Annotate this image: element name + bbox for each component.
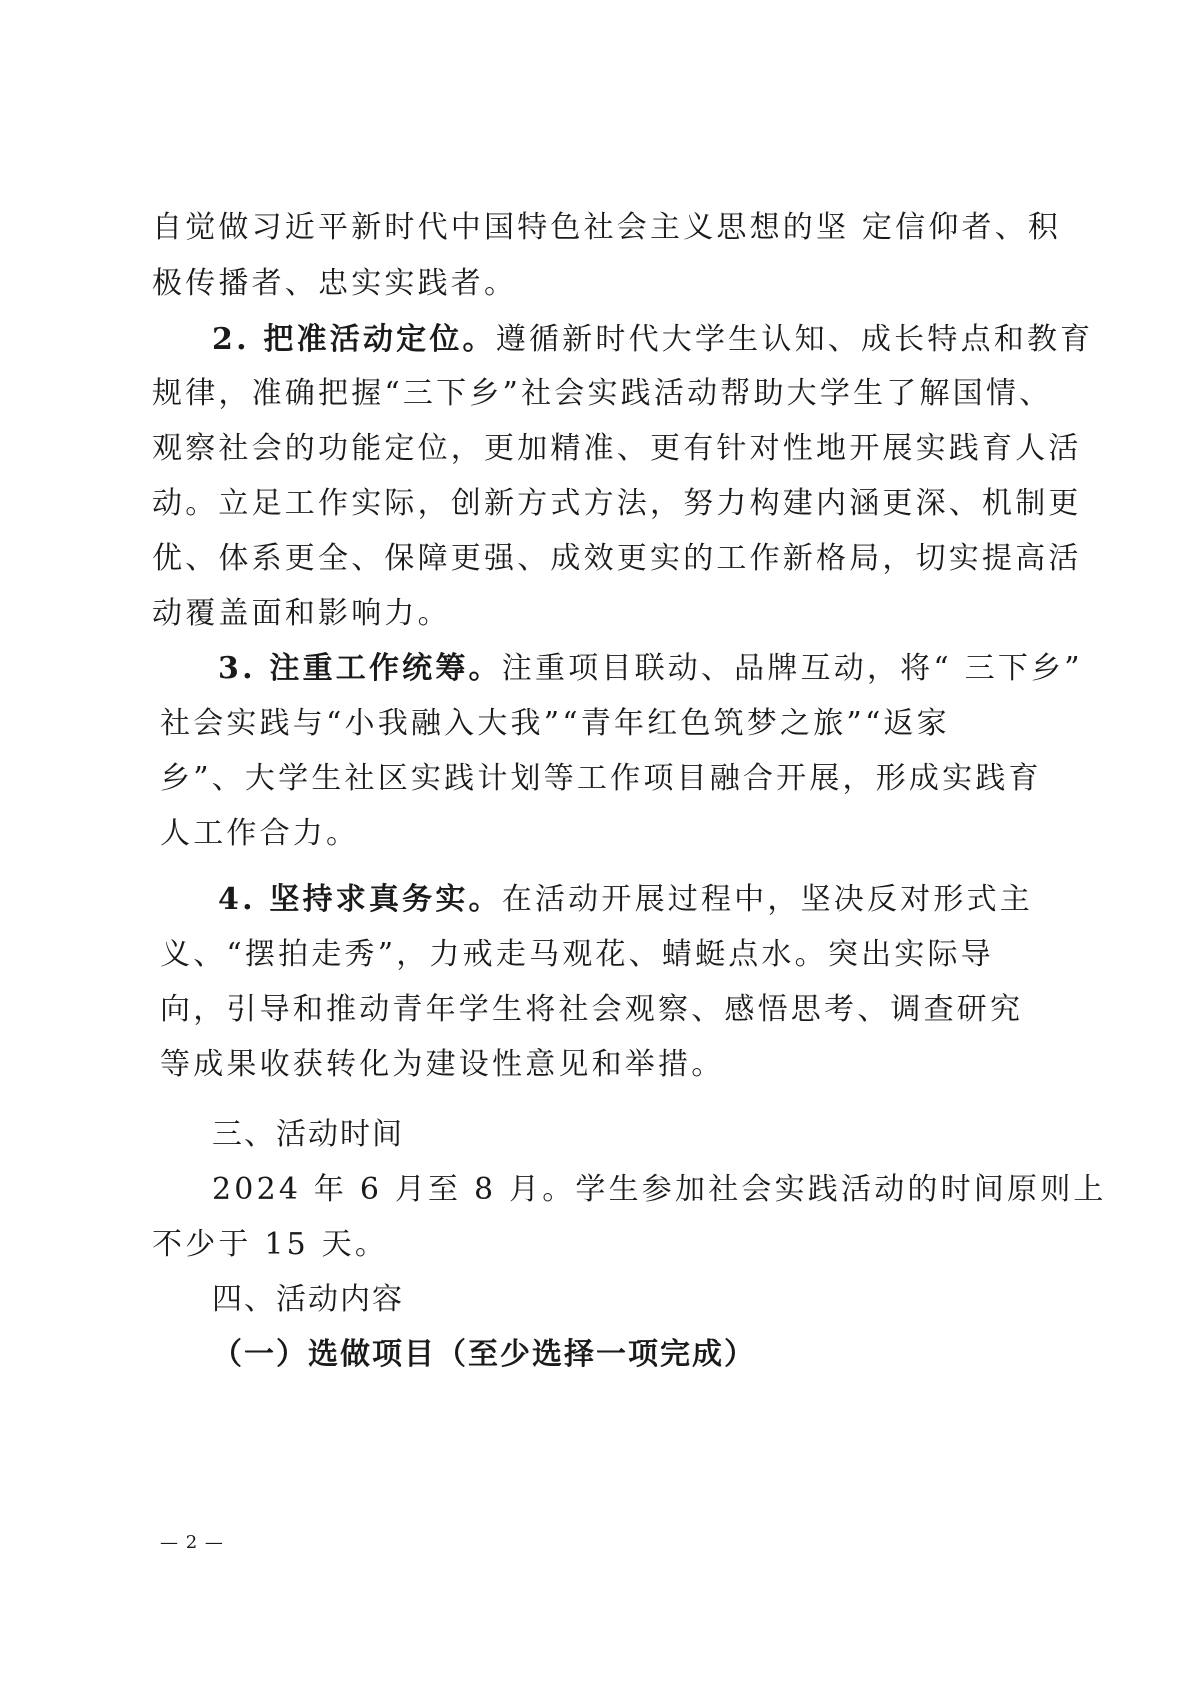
section-heading: 四、活动内容 [212, 1282, 404, 1317]
paragraph-line: 规律，准确把握“三下乡”社会实践活动帮助大学生了解国情、 [152, 376, 1053, 411]
paragraph-first-line [218, 880, 1033, 920]
paragraph-line: 动。立足工作实际，创新方式方法，努力构建内涵更深、机制更 [152, 486, 1082, 521]
paragraph-line: 极传播者、忠实实践者。 [152, 266, 518, 301]
paragraph-line: 自觉做习近平新时代中国特色社会主义思想的坚 定信仰者、积 [152, 210, 1062, 245]
paragraph-line: 等成果收获转化为建设性意见和举措。 [160, 1047, 725, 1082]
sub-heading: （一）选做项目（至少选择一项完成） [212, 1337, 756, 1372]
item-text: 在活动开展过程中，坚决反对形式主 [501, 882, 1033, 917]
paragraph-line: 乡”、大学生社区实践计划等工作项目融合开展，形成实践育 [160, 761, 1042, 796]
item-lead: 3. 注重工作统筹。 [218, 651, 502, 686]
item-text: 注重项目联动、品牌互动，将“ 三下乡” [501, 651, 1083, 686]
item-lead: 2. 把准活动定位。 [212, 322, 496, 357]
paragraph-first-line: 2024 年 6 月至 8 月。学生参加社会实践活动的时间原则上 [212, 1172, 1107, 1207]
paragraph-line: 优、体系更全、保障更强、成效更实的工作新格局，切实提高活 [152, 541, 1082, 576]
paragraph-line: 社会实践与“小我融入大我”“青年红色筑梦之旅”“返家 [160, 706, 950, 741]
section-heading: 三、活动时间 [212, 1117, 404, 1152]
paragraph-line: 动覆盖面和影响力。 [152, 596, 451, 631]
paragraph-line: 人工作合力。 [160, 816, 360, 851]
item-text: 遵循新时代大学生认知、成长特点和教育 [495, 322, 1094, 357]
page-number: — 2 — [160, 1532, 224, 1553]
paragraph-first-line [218, 649, 1083, 689]
paragraph-line: 观察社会的功能定位，更加精准、更有针对性地开展实践育人活 [152, 431, 1082, 466]
paragraph-line: 向，引导和推动青年学生将社会观察、感悟思考、调查研究 [160, 992, 1024, 1027]
paragraph-first-line [212, 320, 1093, 360]
item-lead: 4. 坚持求真务实。 [218, 882, 502, 917]
paragraph-line: 义、“摆拍走秀”，力戒走马观花、蜻蜓点水。突出实际导 [160, 937, 994, 972]
paragraph-line: 不少于 15 天。 [152, 1227, 389, 1262]
